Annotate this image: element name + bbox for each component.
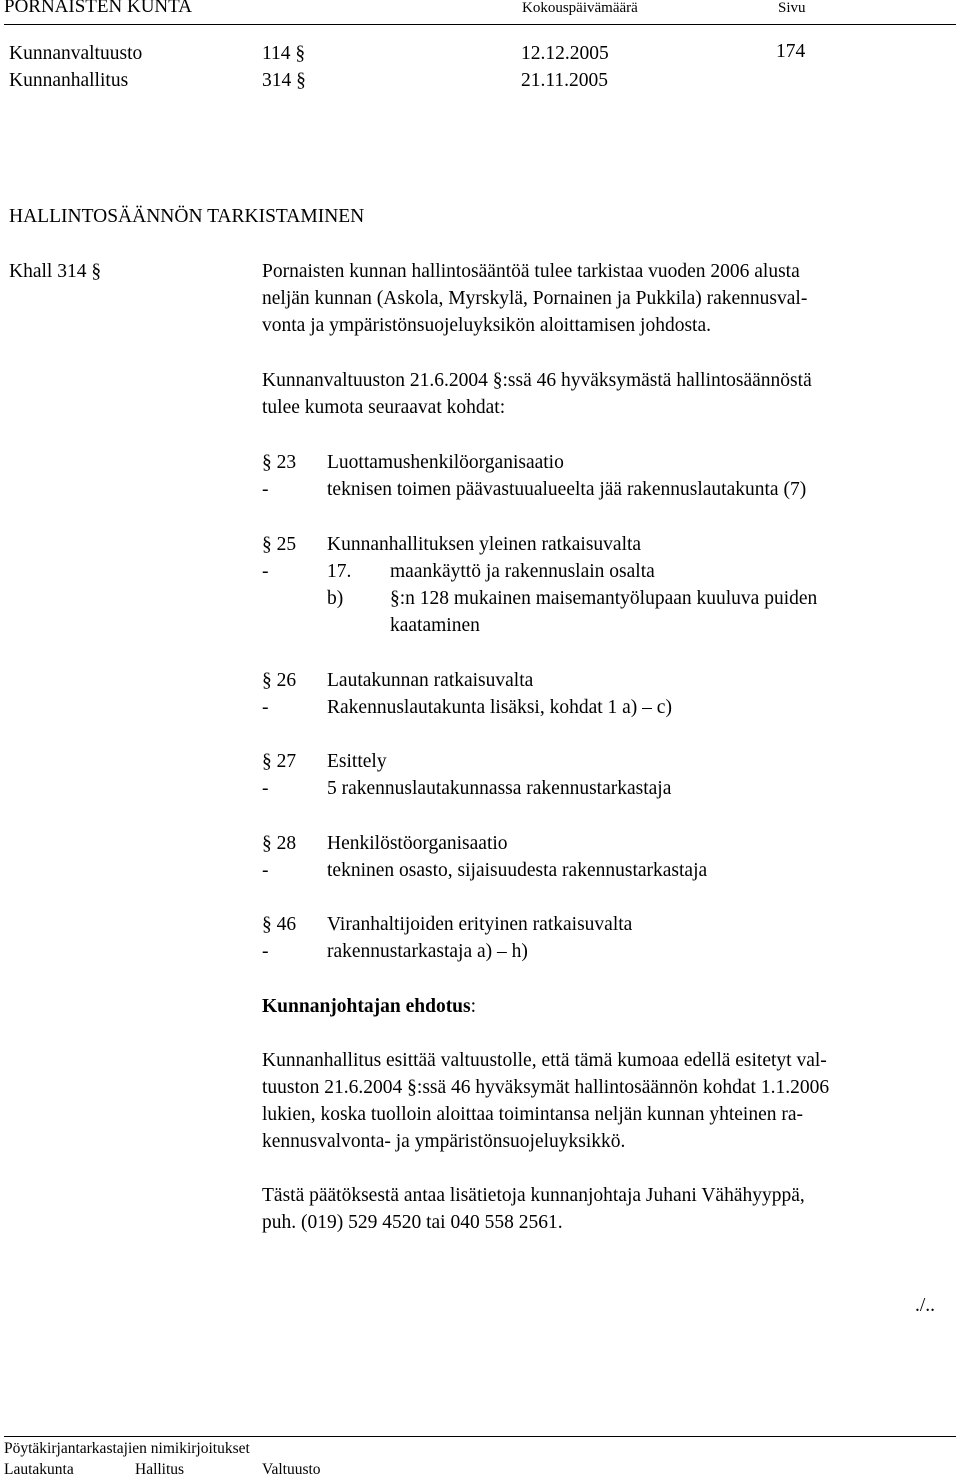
council-para-line-1: Kunnanvaltuuston 21.6.2004 §:ssä 46 hyväksymästä hallintosäännöstä <box>262 370 812 391</box>
item-25-sub: maankäyttö ja rakennuslain osalta <box>390 561 655 582</box>
continuation-mark: ./.. <box>915 1295 936 1316</box>
item-25-b-label: b) <box>327 588 344 609</box>
proposal-line-4: kennusvalvonta- ja ympäristönsuojeluyksikkö. <box>262 1131 626 1152</box>
date-board: 21.11.2005 <box>521 70 609 91</box>
section-council: 114 § <box>262 43 306 64</box>
municipality-name: PORNAISTEN KUNTA <box>4 0 192 17</box>
proposal-line-1: Kunnanhallitus esittää valtuustolle, että tämä kumoaa edellä esitetyt val- <box>262 1050 827 1071</box>
item-23-sub: teknisen toimen päävastuualueelta jää rakennuslautakunta (7) <box>327 479 807 500</box>
proposal-heading: Kunnanjohtajan ehdotus <box>262 996 471 1017</box>
item-27-number: § 27 <box>262 751 297 772</box>
body-name-board: Kunnanhallitus <box>9 70 129 91</box>
page-number: 174 <box>776 41 806 62</box>
item-28-sub: tekninen osasto, sijaisuudesta rakennustarkastaja <box>327 860 708 881</box>
intro-line-3: vonta ja ympäristönsuojeluyksikön aloittamisen johdosta. <box>262 315 711 336</box>
item-27-sub: 5 rakennuslautakunnassa rakennustarkastaja <box>327 778 672 799</box>
footer-rule <box>4 1436 956 1437</box>
item-25-b-text: §:n 128 mukainen maisemantyölupaan kuuluva puiden <box>390 588 818 609</box>
item-23-number: § 23 <box>262 452 297 473</box>
item-25-number: § 25 <box>262 534 297 555</box>
item-25-b-text-cont: kaataminen <box>390 615 480 636</box>
section-reference: Khall 314 § <box>9 261 102 282</box>
intro-line-1: Pornaisten kunnan hallintosääntöä tulee tarkistaa vuoden 2006 alusta <box>262 261 800 282</box>
item-25-title: Kunnanhallituksen yleinen ratkaisuvalta <box>327 534 642 555</box>
item-23-dash: - <box>262 479 269 500</box>
item-26-dash: - <box>262 697 269 718</box>
proposal-heading-line <box>262 997 476 1017</box>
meeting-date-label: Kokouspäivämäärä <box>522 0 638 16</box>
intro-line-2: neljän kunnan (Askola, Myrskylä, Pornainen ja Pukkila) rakennusval- <box>262 288 808 309</box>
item-46-title: Viranhaltijoiden erityinen ratkaisuvalta <box>327 914 633 935</box>
item-26-number: § 26 <box>262 670 297 691</box>
footer-title: Pöytäkirjantarkastajien nimikirjoitukset <box>4 1440 250 1457</box>
date-council: 12.12.2005 <box>521 43 609 64</box>
item-46-sub: rakennustarkastaja a) – h) <box>327 941 528 962</box>
item-28-title: Henkilöstöorganisaatio <box>327 833 508 854</box>
proposal-heading-colon: : <box>470 996 477 1017</box>
document-title: HALLINTOSÄÄNNÖN TARKISTAMINEN <box>9 206 365 227</box>
section-board: 314 § <box>262 70 306 91</box>
item-28-dash: - <box>262 860 269 881</box>
info-line-2: puh. (019) 529 4520 tai 040 558 2561. <box>262 1212 563 1233</box>
item-25-sub-number: 17. <box>327 561 352 582</box>
proposal-line-3: lukien, koska tuolloin aloittaa toimintansa neljän kunnan yhteinen ra- <box>262 1104 803 1125</box>
page-label: Sivu <box>778 0 806 16</box>
item-46-dash: - <box>262 941 269 962</box>
item-26-sub: Rakennuslautakunta lisäksi, kohdat 1 a) – c) <box>327 697 672 718</box>
header-rule <box>4 24 956 25</box>
footer-col-council: Valtuusto <box>262 1461 321 1478</box>
item-23-title: Luottamushenkilöorganisaatio <box>327 452 564 473</box>
body-name-council: Kunnanvaltuusto <box>9 43 143 64</box>
item-27-title: Esittely <box>327 751 387 772</box>
item-26-title: Lautakunnan ratkaisuvalta <box>327 670 534 691</box>
footer-col-committee: Lautakunta <box>4 1461 74 1478</box>
item-46-number: § 46 <box>262 914 297 935</box>
footer-col-board: Hallitus <box>135 1461 185 1478</box>
item-28-number: § 28 <box>262 833 297 854</box>
council-para-line-2: tulee kumota seuraavat kohdat: <box>262 397 506 418</box>
item-25-dash: - <box>262 561 269 582</box>
proposal-line-2: tuuston 21.6.2004 §:ssä 46 hyväksymät hallintosäännön kohdat 1.1.2006 <box>262 1077 830 1098</box>
info-line-1: Tästä päätöksestä antaa lisätietoja kunnanjohtaja Juhani Vähähyyppä, <box>262 1185 805 1206</box>
item-27-dash: - <box>262 778 269 799</box>
